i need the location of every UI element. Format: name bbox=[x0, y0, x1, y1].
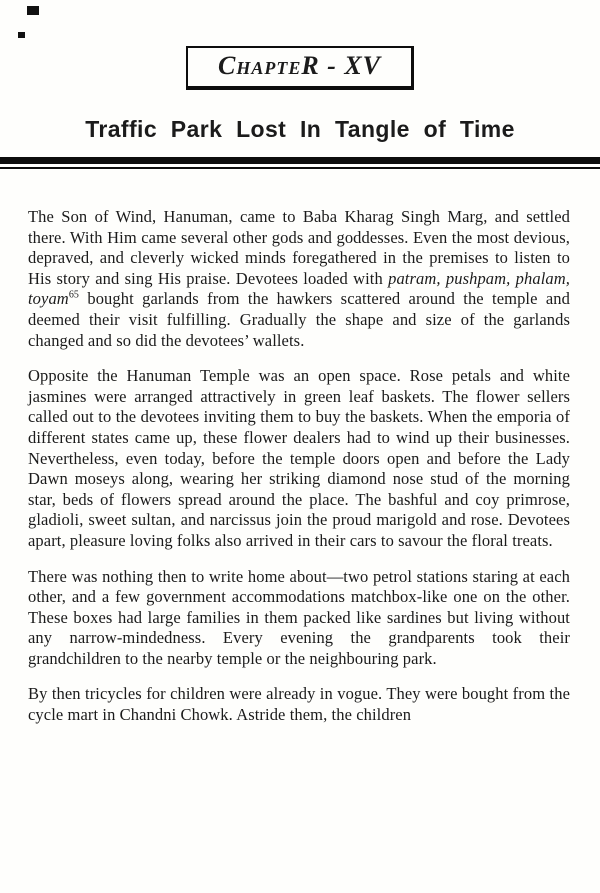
page-title: Traffic Park Lost In Tangle of Time bbox=[85, 116, 515, 142]
chapter-heading-label: ChapteR - XV bbox=[217, 51, 382, 80]
body-text bbox=[0, 169, 600, 726]
scan-artifact bbox=[27, 6, 39, 15]
footnote-marker: 65 bbox=[68, 289, 80, 301]
paragraph-3: There was nothing then to write home about—two petrol stations staring at each other, and a few government accommodations matchbox-like one on the other. These boxes had large families in them packed like sardines but living without any narrow-mindedness. Every evening the grandparents took their grandchildren to the nearby temple or the neighbouring park. bbox=[28, 566, 570, 668]
paragraph-2: Opposite the Hanuman Temple was an open space. Rose petals and white jasmines were arranged attractively in green leaf baskets. The flower sellers called out to the devotees inviting them to buy the baskets. When the emporia of different states came up, these flower dealers had to wind up their businesses. Nevertheless, even today, before the temple doors open and before the Lady Dawn moseys along, wearing her striking diamond nose stud of the morning star, beds of flowers spread around the place. The bashful and coy primrose, gladioli, sweet sultan, and narcissus join the proud marigold and rose. Devotees apart, pleasure loving folks also arrived in their cars to savour the floral treats. bbox=[28, 366, 570, 550]
scan-artifact bbox=[18, 32, 25, 38]
paragraph-1-text-continued: bought garlands from the hawkers scattered around the temple and deemed their visit fulfilling. Gradually the shape and size of the garlands changed and so did the devotees’ wallets. bbox=[28, 289, 570, 350]
paragraph-1 bbox=[28, 207, 570, 351]
title-rule-thick bbox=[0, 157, 600, 164]
chapter-heading-box bbox=[186, 46, 414, 90]
paragraph-1-italic-phrase: patram, pushpam, phalam, toyam bbox=[28, 268, 570, 309]
paragraph-4: By then tricycles for children were already in vogue. They were bought from the cycle mart in Chandni Chowk. Astride them, the children bbox=[28, 684, 570, 725]
paragraph-1-text: The Son of Wind, Hanuman, came to Baba Kharag Singh Marg, and settled there. With Him came several other gods and goddesses. Even the most devious, depraved, and cleverly wicked minds foregathered in the premises to listen to His story and sing His praise. Devotees loaded with bbox=[28, 207, 570, 288]
